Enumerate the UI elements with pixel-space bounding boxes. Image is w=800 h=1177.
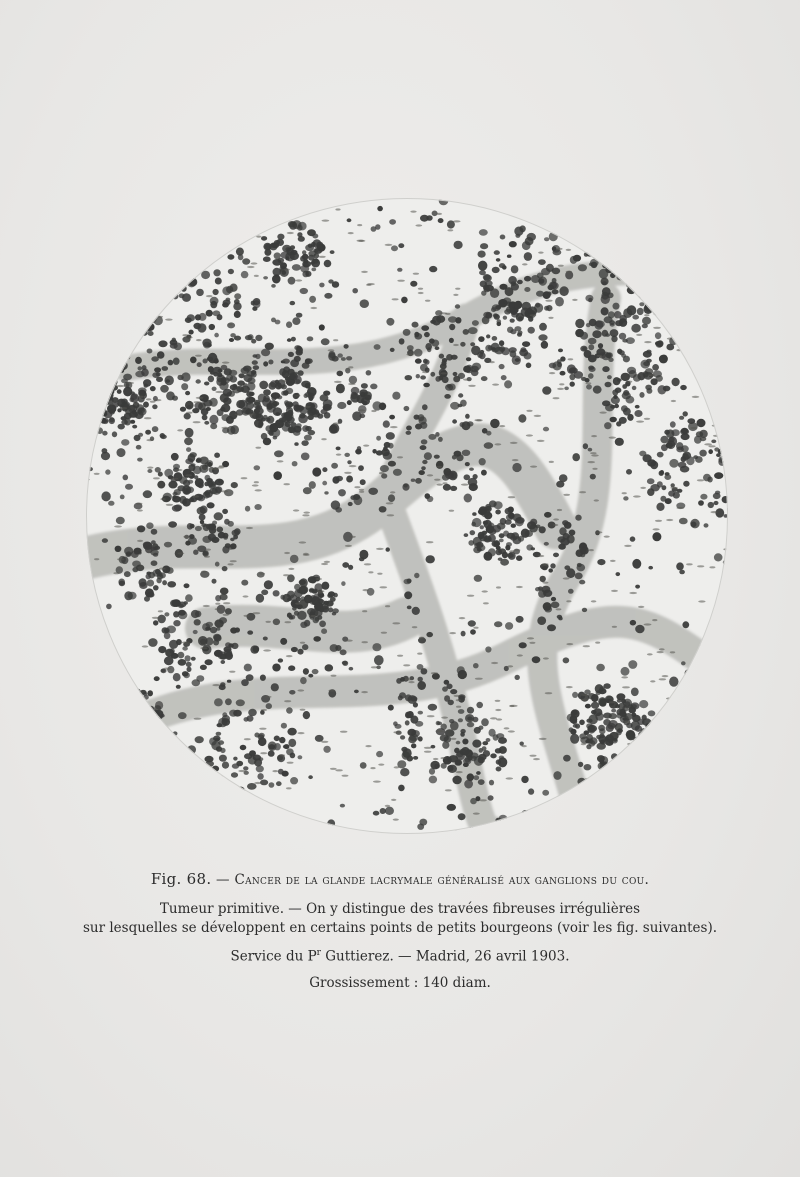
service-sup: r [316, 948, 321, 958]
caption-line-2: sur lesquelles se développent en certains points de petits bourgeons (voir les fig. suivantes). [82, 920, 718, 936]
service-prefix: Service du P [230, 948, 317, 965]
figure-title [0, 870, 800, 888]
caption-line-1: Tumeur primitive. — On y distingue des travées fibreuses irrégulières [159, 901, 641, 917]
figure-number: Fig. 68. [150, 870, 212, 888]
magnification-line: Grossissement : 140 diam. [309, 974, 491, 991]
micrograph-plate [86, 198, 728, 834]
title-dash: — [211, 872, 235, 888]
service-suffix: Guttierez. — Madrid, 26 avril 1903. [320, 948, 570, 965]
caption-line-3 [0, 944, 800, 967]
figure-caption [0, 870, 800, 993]
figure-title-text: Cancer de la glande lacrymale généralisé aux ganglions du cou. [234, 872, 650, 888]
micrograph-image [86, 198, 728, 834]
